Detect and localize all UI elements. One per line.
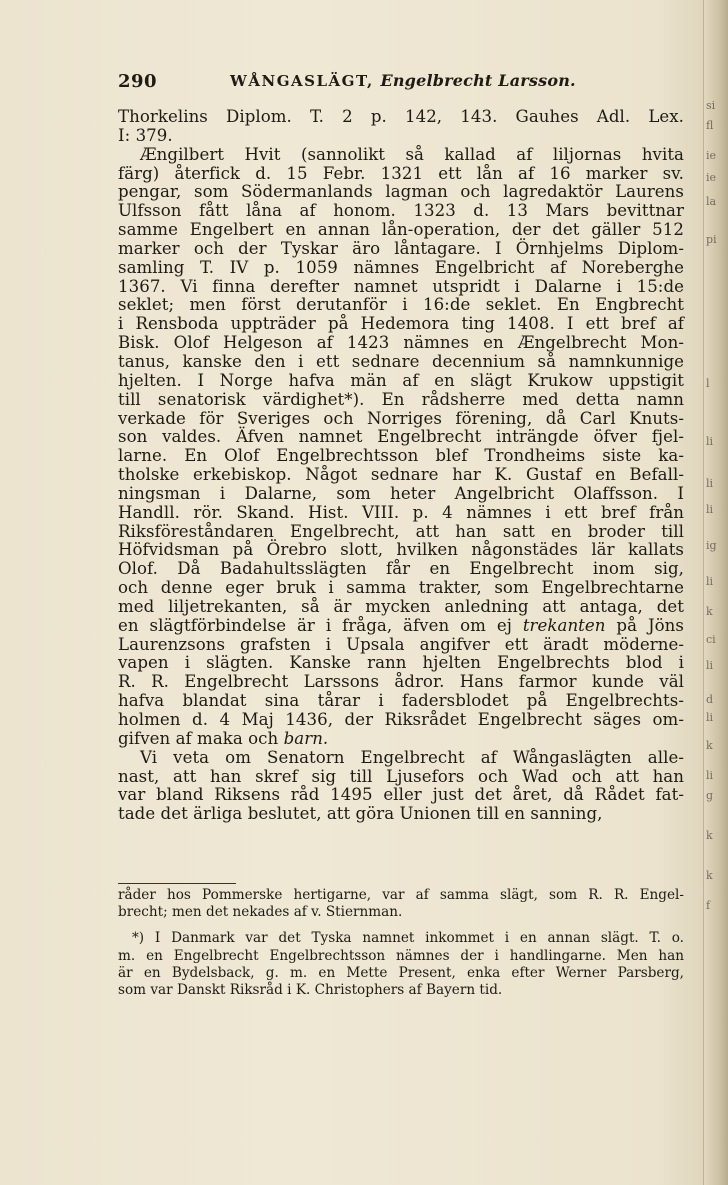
text-line: en slägtförbindelse är i fråga, äfven om ej trekanten på Jöns	[118, 615, 684, 635]
text-line: Handll. rör. Skand. Hist. VIII. p. 4 nämnes i ett bref från	[118, 502, 684, 522]
text-line: Ængilbert Hvit (sannolikt så kallad af liljornas hvita	[140, 144, 684, 164]
bleed-fragment: l	[706, 378, 710, 390]
bleed-fragment: ie	[706, 172, 717, 184]
text-line: till senatorisk värdighet*). En rådsherre med detta namn	[118, 389, 684, 409]
bleed-fragment: li	[706, 712, 714, 724]
bleed-fragment: li	[706, 436, 714, 448]
text-line: i Rensboda uppträder på Hedemora ting 1408. I ett bref af	[118, 314, 684, 334]
text-line: larne. En Olof Engelbrechtsson blef Trondheims siste ka-	[118, 446, 684, 466]
bleed-fragment: la	[706, 196, 717, 208]
text-line: Laurenzsons grafsten i Upsala angifver ett äradt möderne-	[118, 634, 684, 654]
bleed-fragment: li	[706, 478, 714, 490]
text-line: Vi veta om Senatorn Engelbrecht af Wångaslägten alle-	[140, 747, 684, 767]
text-line: Riksföreståndaren Engelbrecht, att han satt en broder till	[118, 521, 684, 541]
running-subtitle: Engelbrecht Larsson.	[380, 71, 576, 90]
bleed-fragment: ci	[706, 634, 716, 646]
running-title: WÅNGASLÄGT,	[230, 72, 374, 90]
bleed-fragment: li	[706, 660, 714, 672]
text-line: tanus, kanske den i ett sednare decennium så namnkunnige	[118, 351, 684, 371]
bleed-fragment: k	[706, 606, 713, 618]
bleed-fragment: g	[706, 790, 714, 802]
text-line: vapen i slägten. Kanske rann hjelten Engelbrechts blod i	[118, 653, 684, 673]
text-line: R. R. Engelbrecht Larssons ådror. Hans farmor kunde väl	[118, 672, 684, 692]
text-line: Ulfsson fått låna af honom. 1323 d. 13 Mars bevittnar	[118, 201, 684, 221]
footnote-line: som var Danskt Riksråd i K. Christophers af Bayern tid.	[118, 981, 503, 998]
bleed-fragment: li	[706, 770, 714, 782]
text-line: Thorkelins Diplom. T. 2 p. 142, 143. Gauhes Adl. Lex.	[118, 107, 684, 126]
footnote-line: råder hos Pommerske hertigarne, var af samma slägt, som R. R. Engel-	[118, 887, 684, 903]
text-line: och denne eger bruk i samma trakter, som Engelbrechtarne	[118, 578, 684, 598]
text-line: Bisk. Olof Helgeson af 1423 nämnes en Ængelbrecht Mon-	[118, 333, 684, 353]
text-line: I: 379.	[118, 125, 173, 145]
text-line: marker och der Tyskar äro låntagare. I Örnhjelms Diplom-	[118, 238, 684, 258]
text-line: verkade för Sveriges och Norriges förening, då Carl Knuts-	[118, 408, 684, 428]
text-line: samme Engelbert en annan lån-operation, der det gäller 512	[118, 220, 684, 240]
text-line: hjelten. I Norge hafva män af en slägt Krukow uppstigit	[118, 370, 684, 390]
footnote-line: *) I Danmark var det Tyska namnet inkommet i en annan slägt. T. o.	[132, 930, 684, 947]
body-text	[118, 108, 684, 824]
text-line: tholske erkebiskop. Något sednare har K. Gustaf en Befall-	[118, 465, 684, 485]
text-line: ningsman i Dalarne, som heter Angelbricht Olaffsson. I	[118, 483, 684, 503]
page-header	[118, 71, 678, 93]
text-line: samling T. IV p. 1059 nämnes Engelbricht af Noreberghe	[118, 257, 684, 277]
text-line: nast, att han skref sig till Ljusefors och Wad och att han	[118, 766, 684, 786]
bleed-fragment: k	[706, 830, 713, 842]
footnote-line: m. en Engelbrecht Engelbrechtsson nämnes der i handlingarne. Men han	[118, 947, 684, 964]
bleed-fragment: k	[706, 740, 713, 752]
text-line: Olof. Då Badahultsslägten får en Engelbrecht inom sig,	[118, 559, 684, 579]
bleed-fragment: f	[706, 900, 711, 912]
text-line: hafva blandat sina tårar i fadersblodet på Engelbrechts-	[118, 691, 684, 711]
text-line: 1367. Vi finna derefter namnet utspridt i Dalarne i 15:de	[118, 276, 684, 296]
bleed-fragment: ie	[706, 150, 717, 162]
page-number: 290	[118, 71, 158, 92]
text-line: Höfvidsman på Örebro slott, hvilken någonstädes lär kallats	[118, 540, 684, 560]
text-line: färg) återfick d. 15 Febr. 1321 ett lån af 16 marker sv.	[118, 163, 684, 183]
text-line: holmen d. 4 Maj 1436, der Riksrådet Engelbrecht säges om-	[118, 710, 684, 729]
bleed-fragment: k	[706, 870, 713, 882]
bleed-fragment: li	[706, 504, 714, 516]
footnote-line: är en Bydelsback, g. m. en Mette Present, enka efter Werner Parsberg,	[118, 964, 684, 981]
text-line: seklet; men först derutanför i 16:de seklet. En Engbrecht	[118, 295, 684, 315]
footnotes	[118, 887, 684, 999]
bleed-fragment: pi	[706, 234, 717, 246]
bleed-fragment: d	[706, 694, 714, 706]
text-line: med liljetrekanten, så är mycken anledning att antaga, det	[118, 596, 684, 616]
text-line: var bland Riksens råd 1495 eller just det året, då Rådet fat-	[118, 785, 684, 805]
text-line: son valdes. Äfven namnet Engelbrecht inträngde öfver fjel-	[118, 427, 684, 447]
footnote-rule	[118, 883, 236, 884]
bleed-fragment: fl	[706, 120, 714, 132]
footnote-line: brecht; men det nekades af v. Stiernman.	[118, 904, 403, 921]
bleed-fragment: si	[706, 100, 716, 112]
text-line: tade det ärliga beslutet, att göra Unionen till en sanning,	[118, 804, 603, 824]
bleed-fragment: li	[706, 576, 714, 588]
text-line: gifven af maka och barn.	[118, 728, 329, 748]
bleed-fragment: ig	[706, 540, 717, 552]
running-head	[230, 71, 576, 90]
text-line: pengar, som Södermanlands lagman och lagredaktör Laurens	[118, 182, 684, 202]
